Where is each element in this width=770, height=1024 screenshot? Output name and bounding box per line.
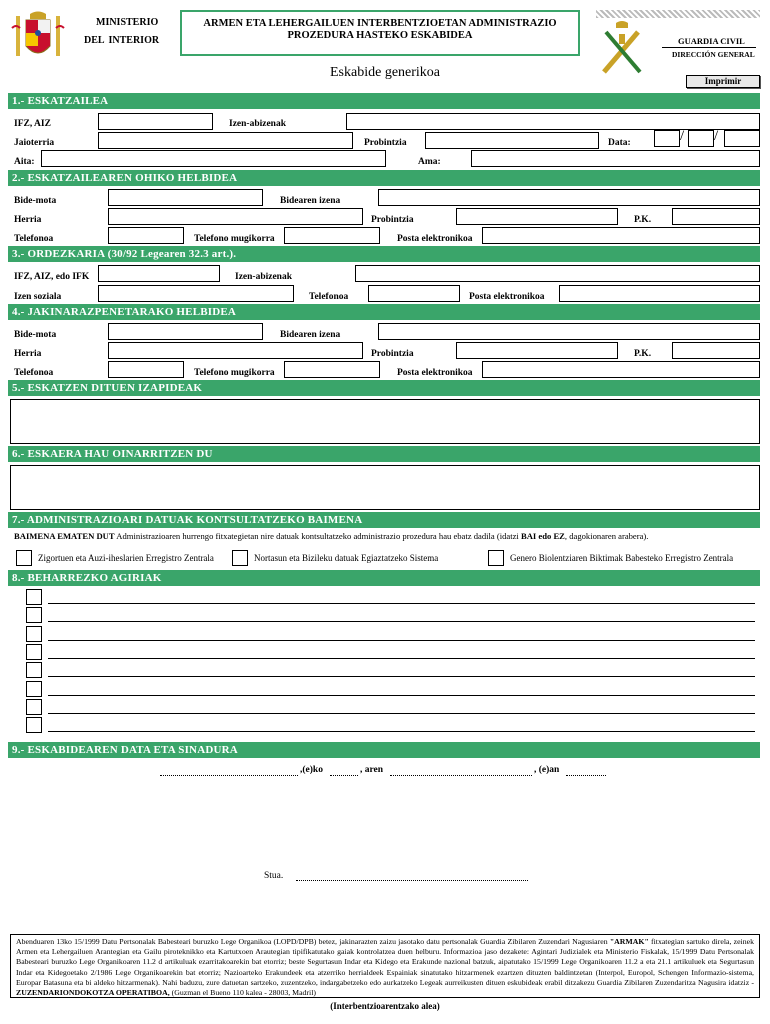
form-title-box	[180, 10, 580, 56]
direccion-general-label: DIRECCIÓN GENERAL	[672, 50, 755, 59]
izen-abizenak-label: Izen-abizenak	[235, 272, 292, 282]
date-aren-label: , aren	[360, 765, 384, 775]
izen-abizenak-field[interactable]	[355, 265, 760, 282]
birth-year-field[interactable]	[724, 130, 760, 147]
bide-mota-field[interactable]	[108, 189, 263, 206]
telefono-mugikorra-label: Telefono mugikorra	[194, 234, 275, 244]
telefonoa-field[interactable]	[108, 227, 184, 244]
document-line[interactable]	[48, 658, 755, 659]
consent-checkbox-2[interactable]	[232, 550, 248, 566]
consent-option-2-label: Nortasun eta Bizileku datuak Egiaztatzeko Sistema	[254, 553, 439, 563]
oinarria-textarea[interactable]	[10, 465, 760, 510]
guardia-civil-label: GUARDIA CIVIL	[678, 36, 745, 46]
telefono-mugikorra-label: Telefono mugikorra	[194, 368, 275, 378]
guardia-civil-emblem	[598, 20, 646, 76]
document-line[interactable]	[48, 695, 755, 696]
copy-note: (Interbentzioarentzako alea)	[330, 1001, 440, 1011]
document-checkbox[interactable]	[26, 699, 42, 715]
privacy-text-a: Abenduaren 13ko 15/1999 Datu Pertsonalak Babesteari buruzko Lege Organikoa (LOPD/DPB) betez, jakinarazten zaizu jasotako datu pertsonalak Guardia Zibilaren Zuzendari Nagusiaren	[16, 937, 610, 946]
bidearen-izena-label: Bidearen izena	[280, 330, 341, 340]
print-button[interactable]: Imprimir	[686, 75, 760, 88]
date-ean-label: , (e)an	[534, 765, 560, 775]
telefono-mugikorra-field[interactable]	[284, 361, 380, 378]
section-1-header: 1.- ESKATZAILEA	[8, 93, 760, 109]
date-separator: /	[680, 128, 685, 144]
consent-option-1-label: Zigortuen eta Auzi-iheslarien Erregistro Zentrala	[38, 553, 214, 563]
document-checkbox[interactable]	[26, 626, 42, 642]
section-3-header: 3.- ORDEZKARIA (30/92 Legearen 32.3 art.).	[8, 246, 760, 262]
herria-label: Herria	[14, 349, 42, 359]
ifz-aiz-ifk-field[interactable]	[98, 265, 220, 282]
pk-label: P.K.	[634, 349, 652, 359]
telefonoa-label: Telefonoa	[14, 368, 54, 378]
consent-checkbox-3[interactable]	[488, 550, 504, 566]
posta-elektronikoa-label: Posta elektronikoa	[397, 368, 473, 378]
ministry-line2: DEL INTERIOR	[84, 35, 160, 46]
aita-field[interactable]	[41, 150, 386, 167]
consent-checkbox-1[interactable]	[16, 550, 32, 566]
jaioterria-label: Jaioterria	[14, 138, 55, 148]
date-eko-label: ,(e)ko	[300, 765, 323, 775]
herria-field[interactable]	[108, 208, 363, 225]
izen-abizenak-field[interactable]	[346, 113, 760, 130]
bide-mota-label: Bide-mota	[14, 330, 57, 340]
telefonoa-label: Telefonoa	[309, 292, 349, 302]
privacy-notice	[10, 934, 760, 998]
privacy-text-d: ZUZENDARIONDOKOTZA OPERATIBOA,	[16, 988, 170, 998]
ama-label: Ama:	[418, 157, 441, 167]
probintzia-field[interactable]	[456, 342, 618, 359]
izapideak-textarea[interactable]	[10, 399, 760, 444]
section-8-header: 8.- BEHARREZKO AGIRIAK	[8, 570, 760, 586]
consent-lead-bold: BAIMENA EMATEN DUT	[14, 531, 115, 541]
pk-label: P.K.	[634, 215, 652, 225]
birth-month-field[interactable]	[688, 130, 714, 147]
consent-lead-bold2: BAI edo EZ	[520, 531, 565, 541]
probintzia-label: Probintzia	[371, 349, 414, 359]
data-label: Data:	[608, 138, 631, 148]
document-checkbox[interactable]	[26, 607, 42, 623]
posta-elektronikoa-field[interactable]	[482, 227, 760, 244]
telefonoa-field[interactable]	[108, 361, 184, 378]
form-title-line1: ARMEN ETA LEHERGAILUEN INTERBENTZIOETAN ADMINISTRAZIO	[203, 18, 557, 29]
ministry-line1: MINISTERIO	[96, 17, 159, 28]
header-pattern-strip	[596, 10, 760, 18]
probintzia-label: Probintzia	[364, 138, 407, 148]
bide-mota-label: Bide-mota	[14, 196, 57, 206]
section-6-header: 6.- ESKAERA HAU OINARRITZEN DU	[8, 446, 760, 462]
document-checkbox[interactable]	[26, 662, 42, 678]
gc-divider	[662, 47, 756, 48]
document-checkbox[interactable]	[26, 644, 42, 660]
bidearen-izena-label: Bidearen izena	[280, 196, 341, 206]
consent-option-3-label: Genero Biolentziaren Biktimak Babesteko Erregistro Zentrala	[510, 553, 734, 563]
ifz-aiz-field[interactable]	[98, 113, 213, 130]
pk-field[interactable]	[672, 208, 760, 225]
bide-mota-field[interactable]	[108, 323, 263, 340]
posta-elektronikoa-label: Posta elektronikoa	[397, 234, 473, 244]
place-line[interactable]	[160, 775, 298, 776]
herria-field[interactable]	[108, 342, 363, 359]
posta-elektronikoa-field[interactable]	[559, 285, 760, 302]
privacy-text-e: (Guzman el Bueno 110 kalea - 28003, Madril)	[169, 988, 316, 998]
day-line[interactable]	[330, 775, 358, 776]
document-checkbox[interactable]	[26, 681, 42, 697]
ifz-aiz-ifk-label: IFZ, AIZ, edo IFK	[14, 272, 90, 282]
herria-label: Herria	[14, 215, 42, 225]
consent-lead-text: Administrazioaren hurrengo fitxategietan nire datuak kontsultatzeko administrazio prozedura hau ebatz dadila (idatzi	[114, 531, 521, 541]
pk-field[interactable]	[672, 342, 760, 359]
probintzia-label: Probintzia	[371, 215, 414, 225]
document-checkbox[interactable]	[26, 717, 42, 733]
signature-label: Stua.	[264, 871, 284, 881]
date-separator: /	[714, 128, 719, 144]
bidearen-izena-field[interactable]	[378, 323, 760, 340]
izen-soziala-field[interactable]	[98, 285, 294, 302]
consent-lead-text2: , dagokionaren arabera).	[564, 531, 649, 541]
document-line[interactable]	[48, 621, 755, 622]
aita-label: Aita:	[14, 157, 35, 167]
bidearen-izena-field[interactable]	[378, 189, 760, 206]
month-line[interactable]	[390, 775, 532, 776]
year-line[interactable]	[566, 775, 606, 776]
document-line[interactable]	[48, 603, 755, 604]
izen-abizenak-label: Izen-abizenak	[229, 119, 286, 129]
consent-statement	[14, 531, 648, 541]
telefono-mugikorra-field[interactable]	[284, 227, 380, 244]
form-title-line2: PROZEDURA HASTEKO ESKABIDEA	[287, 30, 473, 41]
form-subtitle: Eskabide generikoa	[330, 65, 441, 80]
section-9-header: 9.- ESKABIDEAREN DATA ETA SINADURA	[8, 742, 760, 758]
document-checkbox[interactable]	[26, 589, 42, 605]
document-line[interactable]	[48, 640, 755, 641]
birth-day-field[interactable]	[654, 130, 680, 147]
izen-soziala-label: Izen soziala	[14, 292, 62, 302]
section-4-header: 4.- JAKINARAZPENETARAKO HELBIDEA	[8, 304, 760, 320]
spain-coat-of-arms	[10, 10, 66, 66]
section-7-header: 7.- ADMINISTRAZIOARI DATUAK KONTSULTATZEKO BAIMENA	[8, 512, 760, 528]
jaioterria-field[interactable]	[98, 132, 353, 149]
section-2-header: 2.- ESKATZAILEAREN OHIKO HELBIDEA	[8, 170, 760, 186]
telefonoa-field[interactable]	[368, 285, 460, 302]
section-5-header: 5.- ESKATZEN DITUEN IZAPIDEAK	[8, 380, 760, 396]
privacy-text-c: fitxategian sartuko direla, zeinek Armen eta Lehergailuen Arantegian eta Gailu piroteknikko eta Kartutxoen Arautegian tipifikatutako gaiak kontrolatzea duen helburu. Informazioa jaso dezakete: Agintari Judizialek eta Ministerio Fiskalak, 15/1999 Datu Pertsonalak Babesteari buruzko Lege Organikoaren 11.2 d artikuluak ezarritakoarekin bat etorriz; beste Segurtasun Indar eta Kidego eta Erakunde nazional batzuk, aipatutako 15/1999 Lege Organikoaren 11.2 a eta 21.1 artikuluek eta Segurtasun Indar eta Kidegoetako 2/1986 Lege Organikoarekin bat etorriz; Nazioarteko Erakundeek eta atzerriko herrialdeek Espainiak sinatutako hitzarmenek ezartzen dituzten baldintzetan (Interpol, Europol, Schengen Informazio-sistema, Europar Batasuna eta bi aldeko hitzarmenak). Nahi baduzu, zure datuetan sartzeko, zuzentzeko, indargabetzeko edo aurkatzeko Legeak aurreikusten dituen eskubideak erabil ditzakezu Guardia Zibilaren Zuzendaritza Nagusira idatziz -	[16, 937, 754, 987]
posta-elektronikoa-label: Posta elektronikoa	[469, 292, 545, 302]
document-line[interactable]	[48, 676, 755, 677]
signature-line[interactable]	[296, 880, 528, 881]
document-line[interactable]	[48, 713, 755, 714]
document-line[interactable]	[48, 731, 755, 732]
probintzia-field[interactable]	[456, 208, 618, 225]
ifz-aiz-label: IFZ, AIZ	[14, 119, 51, 129]
privacy-text-b: "ARMAK"	[609, 937, 649, 946]
ama-field[interactable]	[471, 150, 760, 167]
probintzia-field[interactable]	[425, 132, 599, 149]
posta-elektronikoa-field[interactable]	[482, 361, 760, 378]
telefonoa-label: Telefonoa	[14, 234, 54, 244]
